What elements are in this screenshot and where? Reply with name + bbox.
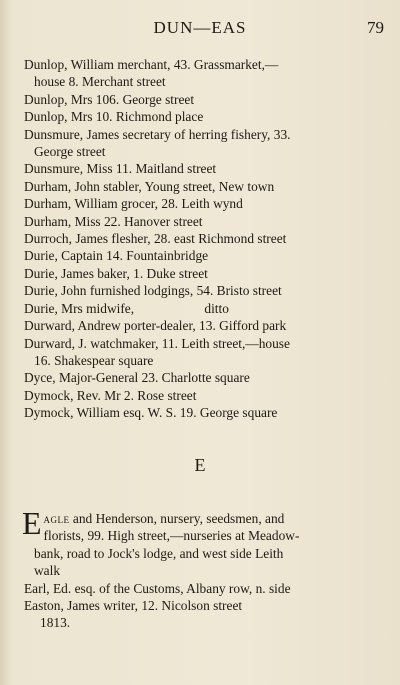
list-item xyxy=(24,160,386,177)
running-head: DUN—EAS xyxy=(153,18,247,37)
list-item xyxy=(24,230,386,247)
entry-text: Durham, Miss 22. Hanover street xyxy=(24,213,203,229)
entry-text: Durward, J. watchmaker, 11. Leith street,—house xyxy=(24,335,290,351)
list-item xyxy=(24,300,386,317)
directory-entries-d xyxy=(24,56,386,422)
entry-continuation: walk xyxy=(34,563,61,579)
list-item xyxy=(24,265,386,282)
entry-continuation: 16. Shakespear square xyxy=(34,352,154,368)
entry-text: Durie, Captain 14. Fountainbridge xyxy=(24,248,209,264)
list-item xyxy=(24,335,386,370)
page-number: 79 xyxy=(367,18,384,37)
list-item xyxy=(24,126,386,161)
directory-entries-e xyxy=(22,505,386,632)
entry-text: Durie, John furnished lodgings, 54. Bristo street xyxy=(24,283,282,299)
page-header xyxy=(0,18,400,44)
entry-continuation: George street xyxy=(34,144,106,160)
list-item xyxy=(22,505,386,580)
list-item xyxy=(24,91,386,108)
entry-text: Dymock, William esq. W. S. 19. George square xyxy=(24,405,278,421)
entry-text: Dunsmure, Miss 11. Maitland street xyxy=(24,161,217,177)
list-item xyxy=(24,282,386,299)
list-item: Easton, James writer, 12. Nicolson street xyxy=(24,598,243,614)
entry-text: Durroch, James flesher, 28. east Richmond street xyxy=(24,231,287,247)
list-item xyxy=(24,317,386,334)
list-item xyxy=(24,404,386,421)
entry-continuation: florists, 99. High street,—nurseries at Meadow- xyxy=(43,528,300,544)
entry-text: Dyce, Major-General 23. Charlotte square xyxy=(24,370,250,386)
list-item xyxy=(24,178,386,195)
footer-year: 1813. xyxy=(40,615,71,631)
entry-text: Dunlop, Mrs 106. George street xyxy=(24,91,195,107)
small-caps-text: agle xyxy=(43,511,70,526)
entry-text: Durham, John stabler, Young street, New town xyxy=(24,178,275,194)
entry-text: Durward, Andrew porter-dealer, 13. Gifford park xyxy=(24,318,287,334)
entry-text: Durie, Mrs midwife, ditto xyxy=(24,300,229,316)
entry-text: Durham, William grocer, 28. Leith wynd xyxy=(24,196,243,212)
list-item xyxy=(24,369,386,386)
list-item xyxy=(24,213,386,230)
entry-text: and Henderson, nursery, seedsmen, and xyxy=(69,511,285,526)
entry-text: Durie, James baker, 1. Duke street xyxy=(24,265,208,281)
section-letter: E xyxy=(194,455,206,475)
list-item xyxy=(24,247,386,264)
list-item xyxy=(24,387,386,404)
entry-continuation: bank, road to Jock's lodge, and west side Leith xyxy=(34,545,284,561)
list-item xyxy=(24,195,386,212)
entry-text: Dunlop, William merchant, 43. Grassmarket,— xyxy=(24,57,279,72)
entry-text: Dymock, Rev. Mr 2. Rose street xyxy=(24,387,197,403)
entry-continuation: house 8. Merchant street xyxy=(34,74,166,90)
list-item: Earl, Ed. esq. of the Customs, Albany row, n. side xyxy=(24,580,291,596)
list-item xyxy=(24,56,386,91)
drop-cap: E xyxy=(22,505,42,541)
entry-text: Dunlop, Mrs 10. Richmond place xyxy=(24,109,204,125)
entry-text: Dunsmure, James secretary of herring fishery, 33. xyxy=(24,126,291,142)
list-item xyxy=(24,108,386,125)
